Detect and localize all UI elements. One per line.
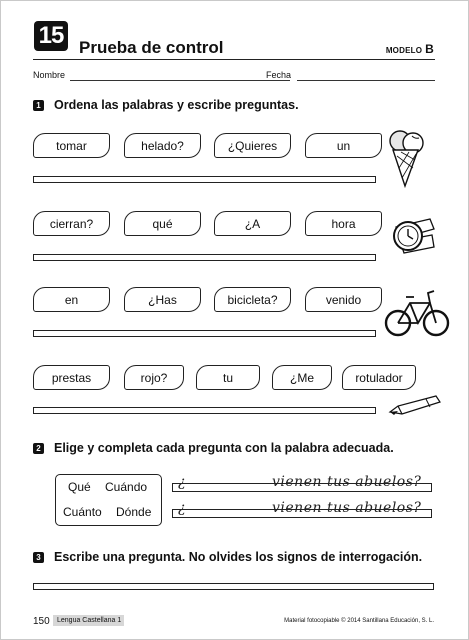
- handwritten-text: vienen tus abuelos?: [272, 500, 422, 516]
- handwritten-text: vienen tus abuelos?: [272, 474, 422, 490]
- answer-line[interactable]: [33, 176, 376, 183]
- word-card[interactable]: venido: [305, 287, 382, 312]
- model-indicator: [386, 42, 434, 56]
- unit-number-badge: 15: [34, 21, 68, 51]
- word-card[interactable]: qué: [124, 211, 201, 236]
- word-card[interactable]: un: [305, 133, 382, 158]
- wristwatch-icon: [390, 215, 436, 257]
- word-card[interactable]: en: [33, 287, 110, 312]
- answer-line[interactable]: [33, 330, 376, 337]
- question-1-instruction: Ordena las palabras y escribe preguntas.: [54, 98, 299, 112]
- word-card[interactable]: ¿Has: [124, 287, 201, 312]
- word-card[interactable]: rotulador: [342, 365, 416, 390]
- answer-line[interactable]: [33, 583, 434, 590]
- subject-tag: Lengua Castellana 1: [53, 615, 124, 626]
- question-1-number: 1: [33, 100, 44, 111]
- model-label: MODELO: [385, 46, 423, 55]
- bicycle-icon: [384, 285, 450, 339]
- page-number: 150: [33, 616, 50, 627]
- question-3-instruction: Escribe una pregunta. No olvides los signos de interrogación.: [54, 550, 423, 564]
- name-field[interactable]: [70, 80, 290, 81]
- word-card[interactable]: tomar: [33, 133, 110, 158]
- word-card[interactable]: ¿A: [214, 211, 291, 236]
- name-label: Nombre: [33, 70, 66, 80]
- header-divider: [33, 59, 435, 60]
- answer-line[interactable]: [33, 254, 376, 261]
- word-card[interactable]: prestas: [33, 365, 110, 390]
- question-2-number: 2: [33, 443, 44, 454]
- word-card[interactable]: bicicleta?: [214, 287, 291, 312]
- choice-word[interactable]: Cuándo: [105, 480, 148, 494]
- ice-cream-icon: [388, 128, 426, 188]
- choice-word[interactable]: Qué: [68, 480, 91, 494]
- choice-word[interactable]: Dónde: [116, 505, 152, 519]
- word-card[interactable]: helado?: [124, 133, 201, 158]
- word-card[interactable]: rojo?: [124, 365, 184, 390]
- word-card[interactable]: ¿Me: [272, 365, 332, 390]
- word-card[interactable]: hora: [305, 211, 382, 236]
- copyright-notice: Material fotocopiable © 2014 Santillana Educación, S. L.: [284, 618, 434, 624]
- word-card[interactable]: ¿Quieres: [214, 133, 291, 158]
- answer-line[interactable]: [33, 407, 376, 414]
- question-2-instruction: Elige y completa cada pregunta con la palabra adecuada.: [54, 441, 394, 455]
- word-choice-box: [55, 474, 162, 526]
- question-mark-open: ¿: [178, 474, 187, 490]
- marker-pen-icon: [386, 394, 442, 416]
- word-card[interactable]: cierran?: [33, 211, 110, 236]
- word-card[interactable]: tu: [196, 365, 260, 390]
- date-field[interactable]: [297, 80, 435, 81]
- choice-word[interactable]: Cuánto: [63, 505, 102, 519]
- page-title: Prueba de control: [79, 38, 224, 57]
- question-mark-open: ¿: [178, 500, 187, 516]
- model-value: B: [425, 42, 434, 56]
- date-label: Fecha: [266, 70, 292, 80]
- question-3-number: 3: [33, 552, 44, 563]
